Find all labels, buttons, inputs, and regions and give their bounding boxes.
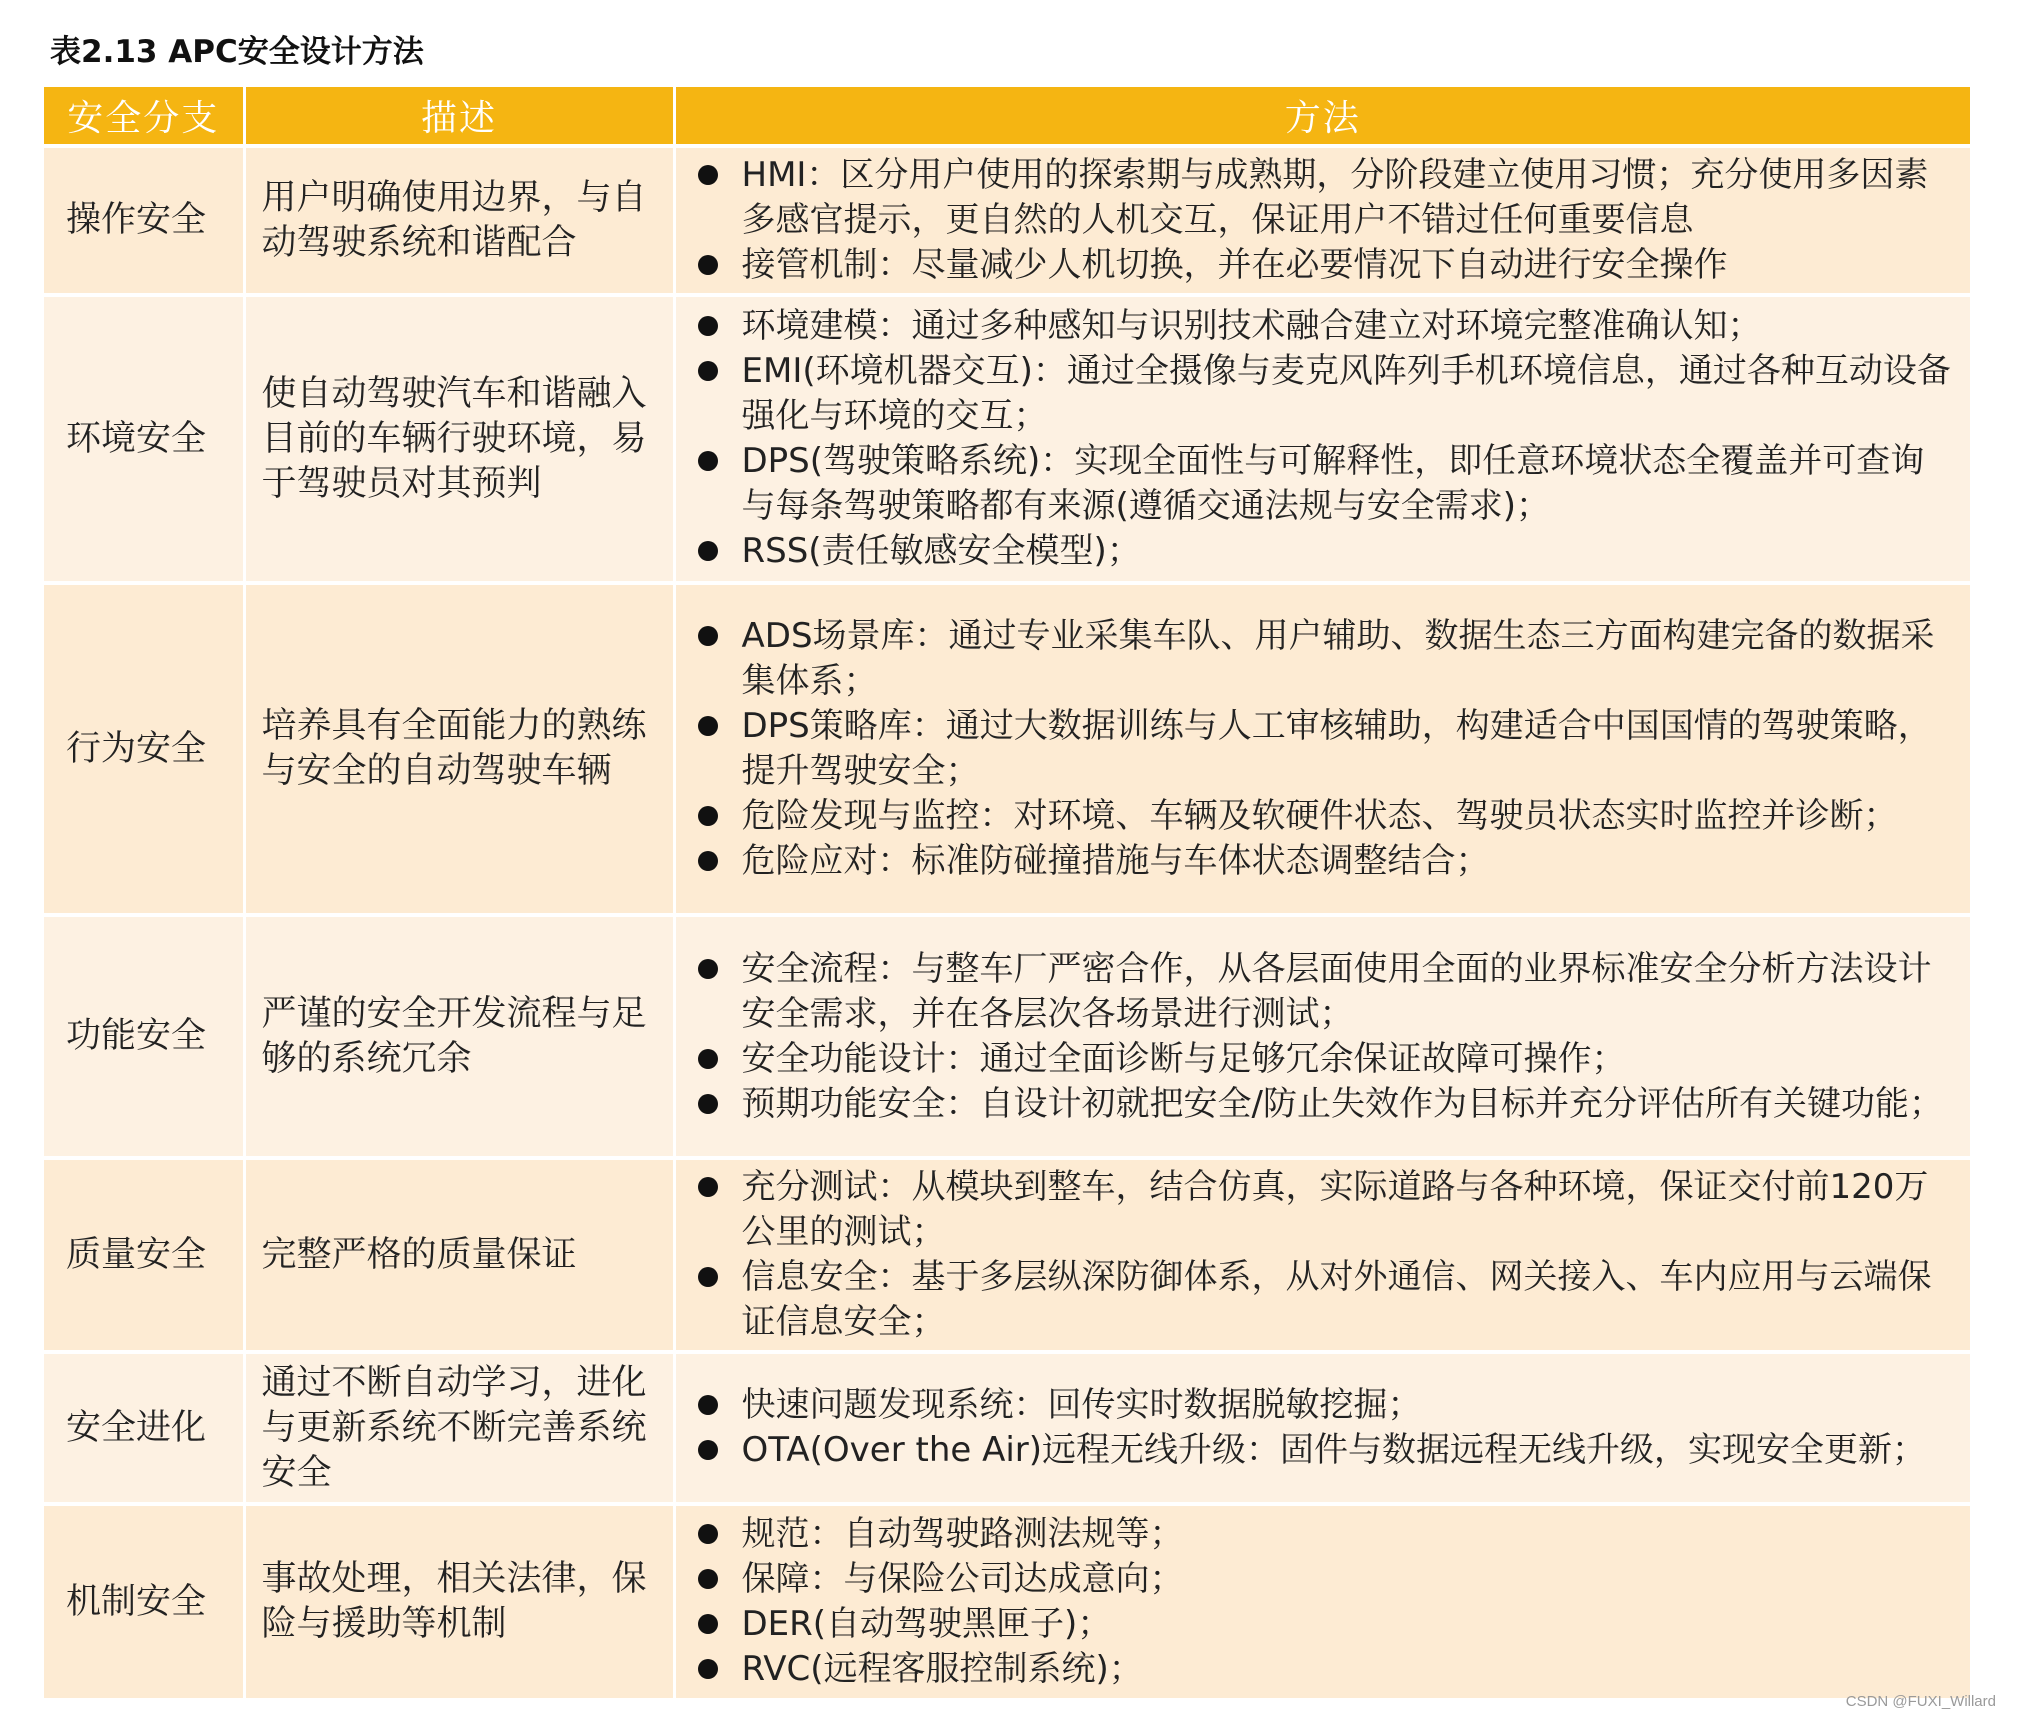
table-row	[44, 295, 1970, 583]
methods-cell	[674, 1158, 1970, 1352]
branch-cell: 操作安全	[44, 146, 244, 295]
branch-cell: 行为安全	[44, 583, 244, 915]
methods-cell	[674, 583, 1970, 915]
method-item: 环境建模：通过多种感知与识别技术融合建立对环境完整准确认知；	[694, 304, 1957, 349]
table-header-row	[44, 87, 1970, 146]
description-cell: 培养具有全面能力的熟练与安全的自动驾驶车辆	[244, 583, 674, 915]
table-row	[44, 1504, 1970, 1698]
method-item: 快速问题发现系统：回传实时数据脱敏挖掘；	[694, 1383, 1957, 1428]
method-item: RVC(远程客服控制系统)；	[694, 1647, 1957, 1692]
branch-cell: 质量安全	[44, 1158, 244, 1352]
method-item: DER(自动驾驶黑匣子)；	[694, 1602, 1957, 1647]
method-item: 危险应对：标准防碰撞措施与车体状态调整结合；	[694, 839, 1957, 884]
methods-cell	[674, 295, 1970, 583]
method-item: DPS(驾驶策略系统)：实现全面性与可解释性，即任意环境状态全覆盖并可查询与每条驾驶策略都有来源(遵循交通法规与安全需求)；	[694, 439, 1957, 529]
table-row	[44, 146, 1970, 295]
method-item: 危险发现与监控：对环境、车辆及软硬件状态、驾驶员状态实时监控并诊断；	[694, 794, 1957, 839]
method-item: OTA(Over the Air)远程无线升级：固件与数据远程无线升级，实现安全更新；	[694, 1428, 1957, 1473]
methods-list	[694, 947, 1957, 1127]
method-item: DPS策略库：通过大数据训练与人工审核辅助，构建适合中国国情的驾驶策略，提升驾驶安全；	[694, 704, 1957, 794]
method-item: 安全功能设计：通过全面诊断与足够冗余保证故障可操作；	[694, 1037, 1957, 1082]
method-item: HMI：区分用户使用的探索期与成熟期，分阶段建立使用习惯；充分使用多因素多感官提示，更自然的人机交互，保证用户不错过任何重要信息	[694, 153, 1957, 243]
method-item: 规范：自动驾驶路测法规等；	[694, 1512, 1957, 1557]
description-cell: 事故处理，相关法律，保险与援助等机制	[244, 1504, 674, 1698]
methods-cell	[674, 1352, 1970, 1504]
description-cell: 使自动驾驶汽车和谐融入目前的车辆行驶环境，易于驾驶员对其预判	[244, 295, 674, 583]
description-cell: 用户明确使用边界，与自动驾驶系统和谐配合	[244, 146, 674, 295]
header-description: 描述	[244, 87, 674, 146]
methods-cell	[674, 915, 1970, 1158]
table-row	[44, 1158, 1970, 1352]
method-item: 安全流程：与整车厂严密合作，从各层面使用全面的业界标准安全分析方法设计安全需求，并在各层次各场景进行测试；	[694, 947, 1957, 1037]
description-cell: 严谨的安全开发流程与足够的系统冗余	[244, 915, 674, 1158]
methods-list	[694, 153, 1957, 288]
watermark: CSDN @FUXI_Willard	[1845, 1693, 1996, 1710]
header-methods: 方法	[674, 87, 1970, 146]
method-item: ADS场景库：通过专业采集车队、用户辅助、数据生态三方面构建完备的数据采集体系；	[694, 614, 1957, 704]
branch-cell: 安全进化	[44, 1352, 244, 1504]
table-row	[44, 915, 1970, 1158]
method-item: 信息安全：基于多层纵深防御体系，从对外通信、网关接入、车内应用与云端保证信息安全；	[694, 1255, 1957, 1345]
method-item: 充分测试：从模块到整车，结合仿真，实际道路与各种环境，保证交付前120万公里的测试；	[694, 1165, 1957, 1255]
methods-cell	[674, 1504, 1970, 1698]
branch-cell: 环境安全	[44, 295, 244, 583]
branch-cell: 功能安全	[44, 915, 244, 1158]
method-item: 接管机制：尽量减少人机切换，并在必要情况下自动进行安全操作	[694, 243, 1957, 288]
safety-design-table	[44, 87, 1970, 1698]
methods-list	[694, 614, 1957, 884]
methods-list	[694, 1383, 1957, 1473]
method-item: 预期功能安全：自设计初就把安全/防止失效作为目标并充分评估所有关键功能；	[694, 1082, 1957, 1127]
description-cell: 完整严格的质量保证	[244, 1158, 674, 1352]
table-caption: 表2.13 APC安全设计方法	[50, 34, 424, 70]
method-item: EMI(环境机器交互)：通过全摄像与麦克风阵列手机环境信息，通过各种互动设备强化与环境的交互；	[694, 349, 1957, 439]
branch-cell: 机制安全	[44, 1504, 244, 1698]
methods-cell	[674, 146, 1970, 295]
description-cell: 通过不断自动学习，进化与更新系统不断完善系统安全	[244, 1352, 674, 1504]
method-item: RSS(责任敏感安全模型)；	[694, 529, 1957, 574]
table-row	[44, 583, 1970, 915]
methods-list	[694, 1512, 1957, 1692]
method-item: 保障：与保险公司达成意向；	[694, 1557, 1957, 1602]
header-safety-branch: 安全分支	[44, 87, 244, 146]
table-row	[44, 1352, 1970, 1504]
methods-list	[694, 304, 1957, 574]
methods-list	[694, 1165, 1957, 1345]
